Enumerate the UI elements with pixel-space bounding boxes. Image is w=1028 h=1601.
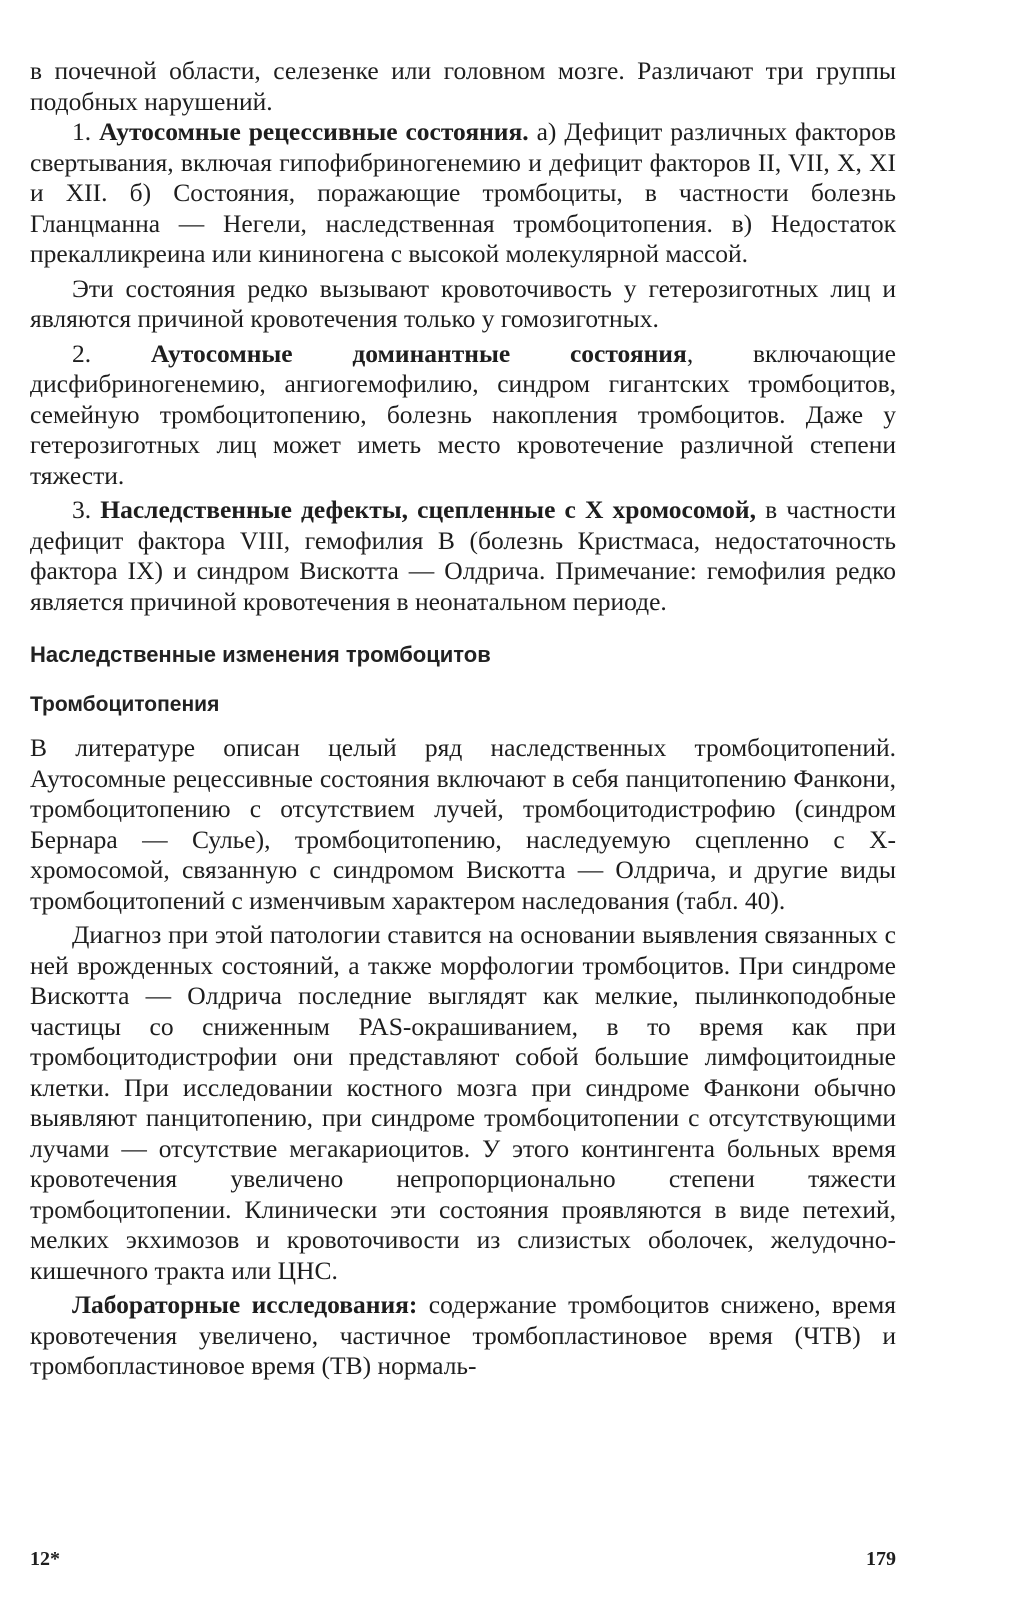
paragraph-literature: В литературе описан целый ряд наследственных тромбоцитопений. Аутосомные рецессивные состояния включают в себя панцитопению Фанкони, тромбоцитопению с отсутствием лучей, тромбоцитодистрофию (синдром Бернара — Сулье), тромбоцитопению, наследуемую сцепленно с Х-хромосомой, связанную с синдромом Вискотта — Олдрича, и другие виды тромбоцитопений с изменчивым характером наследования (табл. 40). — [30, 733, 896, 915]
section-heading: Наследственные изменения тромбоцитов — [30, 642, 491, 667]
paragraph-item-1 — [30, 117, 896, 270]
paragraph-item-3 — [30, 495, 896, 617]
item-number: 1. — [72, 117, 100, 146]
paragraph-intro: в почечной области, селезенке или головном мозге. Различают три группы подобных нарушений. — [30, 56, 896, 116]
subsection-heading: Тромбоцитопения — [30, 693, 220, 716]
item-text: , включающие дисфибриногенемию, ангиогемофилию, синдром гигантских тромбоцитов, семейную тромбоцитопению, болезнь накопления тромбоцитов. Даже у гетерозиготных лиц может иметь место кровотечение различной степени тяжести. — [30, 338, 896, 490]
item-number: 3. — [72, 495, 101, 524]
page-body — [30, 56, 896, 1382]
item-heading-recessive: Аутосомные рецессивные состояния. — [99, 117, 529, 146]
item-text: в частности дефицит фактора VIII, гемофилия В (болезнь Кристмаса, недостаточность фактора IX) и синдром Вискотта — Олдрича. Примечание: гемофилия редко является причиной кровотечения в неонатальном периоде. — [30, 495, 896, 616]
item-heading-x-linked: Наследственные дефекты, сцепленные с Х хромосомой, — [100, 495, 756, 524]
item-number: 2. — [72, 338, 151, 368]
paragraph-lab-tests — [30, 1290, 896, 1382]
signature-mark: 12* — [30, 1548, 60, 1570]
item-text: а) Дефицит различных факторов свертывания, включая гипофибриногенемию и дефицит факторов II, VII, X, XI и XII. б) Состояния, поражающие тромбоциты, в частности болезнь Гланцманна — Негели, наследственная тромбоцитопения. в) Недостаток прекалликреина или кининогена с высокой молекулярной массой. — [30, 117, 897, 268]
lab-tests-text: содержание тромбоцитов снижено, время кровотечения увеличено, частичное тромбопластиновое время (ЧТВ) и тромбопластиновое время (ТВ) нормаль- — [30, 1290, 896, 1380]
paragraph-heterozygous: Эти состояния редко вызывают кровоточивость у гетерозиготных лиц и являются причиной кровотечения только у гомозиготных. — [30, 273, 896, 333]
paragraph-diagnosis: Диагноз при этой патологии ставится на основании выявления связанных с ней врожденных состояний, а также морфологии тромбоцитов. При синдроме Вискотта — Олдрича последние выглядят как мелкие, пылинкоподобные частицы со сниженным PAS-окрашиванием, в то время как при тромбоцитодистрофии они представляют собой большие лимфоцитоидные клетки. При исследовании костного мозга при синдроме Фанкони обычно выявляют панцитопению, при синдроме тромбоцитопении с отсутствующими лучами — отсутствие мегакариоцитов. У этого контингента больных время кровотечения увеличено непропорционально степени тяжести тромбоцитопении. Клинически эти состояния проявляются в виде петехий, мелких экхимозов и кровоточивости из слизистых оболочек, желудочно-кишечного тракта или ЦНС. — [30, 920, 896, 1285]
paragraph-item-2 — [30, 339, 896, 492]
page-number: 179 — [866, 1548, 896, 1570]
item-heading-dominant: Аутосомные доминантные состояния — [150, 338, 687, 368]
lab-tests-heading: Лабораторные исследования: — [72, 1290, 418, 1319]
